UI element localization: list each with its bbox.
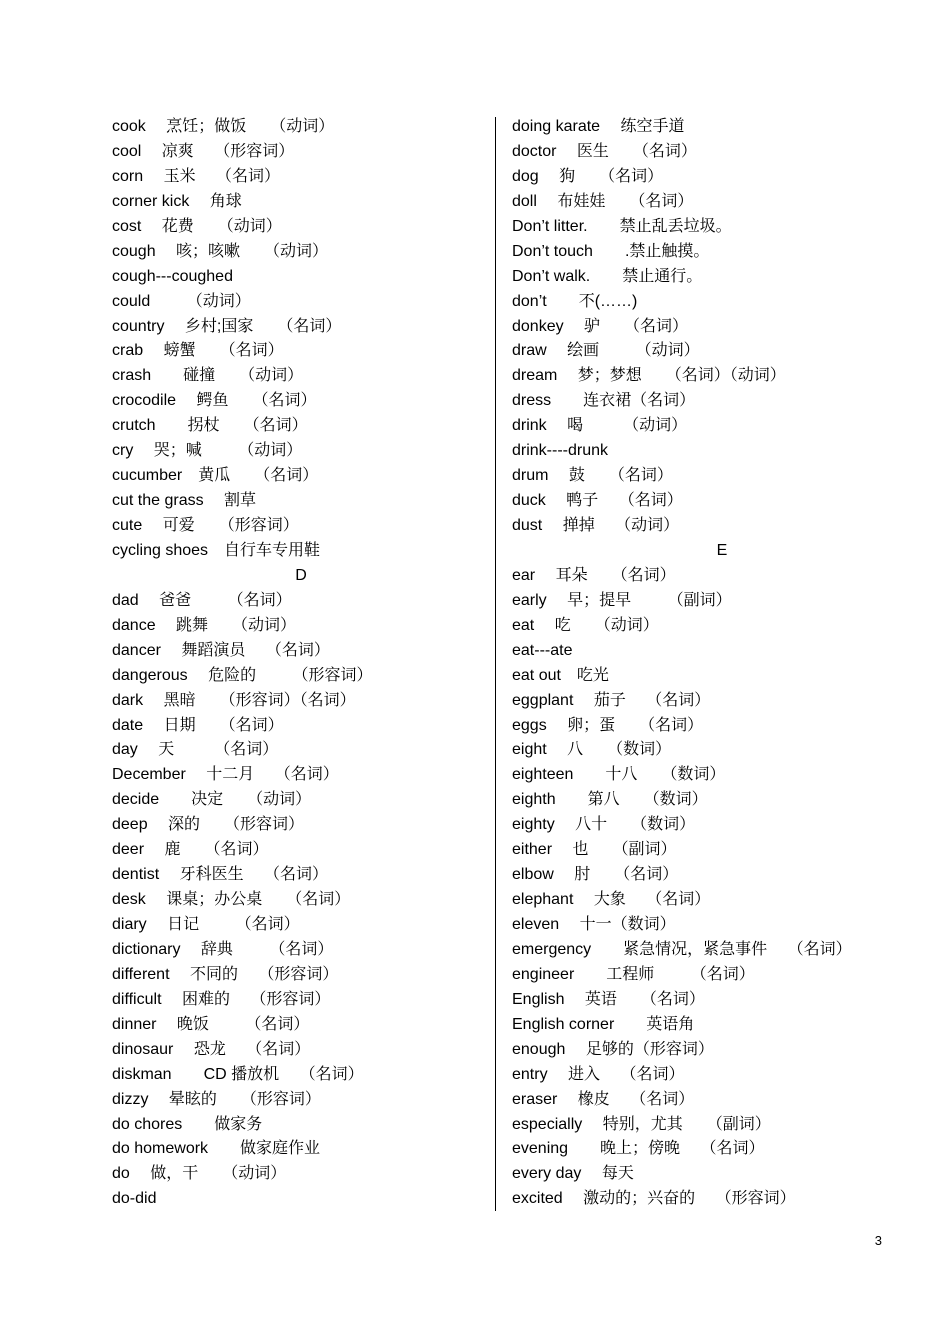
- vocabulary-entry: either 也 （副词）: [512, 841, 677, 859]
- vocabulary-entry: cucumber 黄瓜 （名词）: [112, 467, 319, 485]
- vocabulary-entry: drink----drunk: [512, 442, 609, 460]
- vocabulary-entry: evening 晚上；傍晚 （名词）: [512, 1140, 765, 1158]
- vocabulary-entry: engineer 工程师 （名词）: [512, 965, 755, 983]
- vocabulary-entry: crutch 拐杖 （名词）: [112, 417, 308, 435]
- vocabulary-entry: eighteen 十八 （数词）: [512, 766, 726, 784]
- vocabulary-entry: eighth 第八 （数词）: [512, 791, 708, 809]
- vocabulary-entry: dark 黑暗 （形容词）（名词）: [112, 691, 356, 709]
- vocabulary-entry: cycling shoes 自行车专用鞋: [112, 541, 321, 559]
- vocabulary-entry: dinner 晚饭 （名词）: [112, 1015, 310, 1033]
- vocabulary-entry: deep 深的 （形容词）: [112, 816, 305, 834]
- vocabulary-entry: doll 布娃娃 （名词）: [512, 192, 694, 210]
- vocabulary-entry: dinosaur 恐龙 （名词）: [112, 1040, 311, 1058]
- section-letter-heading: E: [716, 541, 728, 559]
- vocabulary-entry: eighty 八十 （数词）: [512, 816, 696, 834]
- vocabulary-entry: day 天 （名词）: [112, 741, 279, 759]
- vocabulary-entry: doctor 医生 （名词）: [512, 142, 697, 160]
- vocabulary-entry: diary 日记 （名词）: [112, 916, 300, 933]
- right-vocabulary-column: [512, 115, 932, 1212]
- vocabulary-entry: desk 课桌；办公桌 （名词）: [112, 891, 351, 909]
- vocabulary-entry: every day 每天: [512, 1165, 634, 1183]
- vocabulary-entry: eat 吃 （动词）: [512, 616, 659, 634]
- vocabulary-entry: Don’t litter. 禁止乱丢垃圾。: [512, 217, 732, 235]
- vocabulary-entry: corn 玉米 （名词）: [112, 167, 281, 185]
- column-divider: [495, 117, 496, 1211]
- vocabulary-entry: Don’t touch .禁止触摸。: [512, 242, 710, 260]
- vocabulary-entry: enough 足够的（形容词）: [512, 1040, 714, 1058]
- vocabulary-entry: could （动词）: [112, 292, 251, 310]
- vocabulary-entry: dangerous 危险的 （形容词）: [112, 666, 373, 684]
- vocabulary-entry: crash 碰撞 （动词）: [112, 367, 304, 385]
- vocabulary-entry: dance 跳舞 （动词）: [112, 616, 297, 634]
- vocabulary-entry: December 十二月 （名词）: [112, 766, 339, 784]
- vocabulary-entry: drink 喝 （动词）: [512, 417, 688, 435]
- vocabulary-entry: deer 鹿 （名词）: [112, 841, 269, 859]
- vocabulary-entry: elephant 大象 （名词）: [512, 891, 711, 909]
- vocabulary-entry: cut the grass 割草: [112, 492, 257, 510]
- vocabulary-entry: eat out 吃光: [512, 666, 609, 684]
- vocabulary-entry: elbow 肘 （名词）: [512, 866, 679, 884]
- vocabulary-entry: dust 掸掉 （动词）: [512, 517, 680, 534]
- vocabulary-entry: cough---coughed: [112, 267, 233, 285]
- vocabulary-entry: eight 八 （数词）: [512, 741, 672, 759]
- vocabulary-entry: ear 耳朵 （名词）: [512, 566, 676, 584]
- vocabulary-entry: dictionary 辞典 （名词）: [112, 940, 334, 958]
- vocabulary-entry: crab 螃蟹 （名词）: [112, 342, 284, 360]
- vocabulary-entry: draw 绘画 （动词）: [512, 342, 700, 360]
- vocabulary-entry: difficult 困难的 （形容词）: [112, 990, 331, 1008]
- vocabulary-entry: dog 狗 （名词）: [512, 167, 664, 185]
- vocabulary-entry: dress 连衣裙（名词）: [512, 392, 696, 410]
- vocabulary-entry: doing karate 练空手道: [512, 118, 685, 135]
- vocabulary-entry: excited 激动的；兴奋的 （形容词）: [512, 1190, 796, 1208]
- vocabulary-entry: cough 咳；咳嗽 （动词）: [112, 242, 329, 260]
- vocabulary-entry: date 日期 （名词）: [112, 716, 284, 734]
- vocabulary-entry: cook 烹饪；做饭 （动词）: [112, 118, 335, 135]
- vocabulary-entry: eraser 橡皮 （名词）: [512, 1090, 695, 1108]
- vocabulary-entry: entry 进入 （名词）: [512, 1065, 685, 1083]
- vocabulary-entry: English 英语 （名词）: [512, 990, 705, 1008]
- vocabulary-entry: eat---ate: [512, 641, 573, 659]
- vocabulary-entry: don’t 不(……): [512, 292, 638, 310]
- vocabulary-entry: dream 梦；梦想 （名词）（动词）: [512, 367, 786, 385]
- vocabulary-entry: eggplant 茄子 （名词）: [512, 691, 711, 709]
- vocabulary-entry: do-did: [112, 1190, 157, 1208]
- vocabulary-entry: English corner 英语角: [512, 1015, 695, 1033]
- vocabulary-entry: cry 哭；喊 （动词）: [112, 442, 303, 460]
- vocabulary-entry: decide 决定 （动词）: [112, 791, 312, 809]
- vocabulary-entry: cost 花费 （动词）: [112, 217, 282, 235]
- page-number: 3: [874, 1233, 882, 1248]
- vocabulary-entry: do homework 做家庭作业: [112, 1140, 321, 1158]
- vocabulary-entry: dentist 牙科医生 （名词）: [112, 866, 329, 884]
- vocabulary-entry: duck 鸭子 （名词）: [512, 492, 683, 510]
- vocabulary-entry: do 做，干 （动词）: [112, 1165, 287, 1183]
- vocabulary-entry: corner kick 角球: [112, 192, 242, 210]
- vocabulary-entry: emergency 紧急情况，紧急事件 （名词）: [512, 940, 852, 958]
- left-vocabulary-column: [112, 115, 490, 1212]
- vocabulary-entry: country 乡村;国家 （名词）: [112, 317, 342, 335]
- vocabulary-entry: especially 特别，尤其 （副词）: [512, 1115, 771, 1133]
- vocabulary-entry: eggs 卵；蛋 （名词）: [512, 716, 704, 734]
- vocabulary-entry: different 不同的 （形容词）: [112, 965, 339, 983]
- vocabulary-entry: eleven 十一（数词）: [512, 916, 676, 933]
- vocabulary-entry: cool 凉爽 （形容词）: [112, 142, 295, 160]
- section-letter-heading: D: [295, 566, 307, 584]
- vocabulary-entry: dancer 舞蹈演员 （名词）: [112, 641, 330, 659]
- vocabulary-entry: drum 鼓 （名词）: [512, 467, 673, 485]
- vocabulary-entry: early 早；提早 （副词）: [512, 591, 732, 609]
- vocabulary-entry: dad 爸爸 （名词）: [112, 591, 292, 609]
- vocabulary-entry: donkey 驴 （名词）: [512, 317, 689, 335]
- vocabulary-entry: cute 可爱 （形容词）: [112, 517, 299, 534]
- vocabulary-entry: do chores 做家务: [112, 1115, 263, 1133]
- vocabulary-entry: diskman CD 播放机 （名词）: [112, 1065, 364, 1083]
- vocabulary-entry: dizzy 晕眩的 （形容词）: [112, 1090, 321, 1108]
- vocabulary-entry: crocodile 鳄鱼 （名词）: [112, 392, 317, 410]
- vocabulary-entry: Don’t walk. 禁止通行。: [512, 267, 703, 285]
